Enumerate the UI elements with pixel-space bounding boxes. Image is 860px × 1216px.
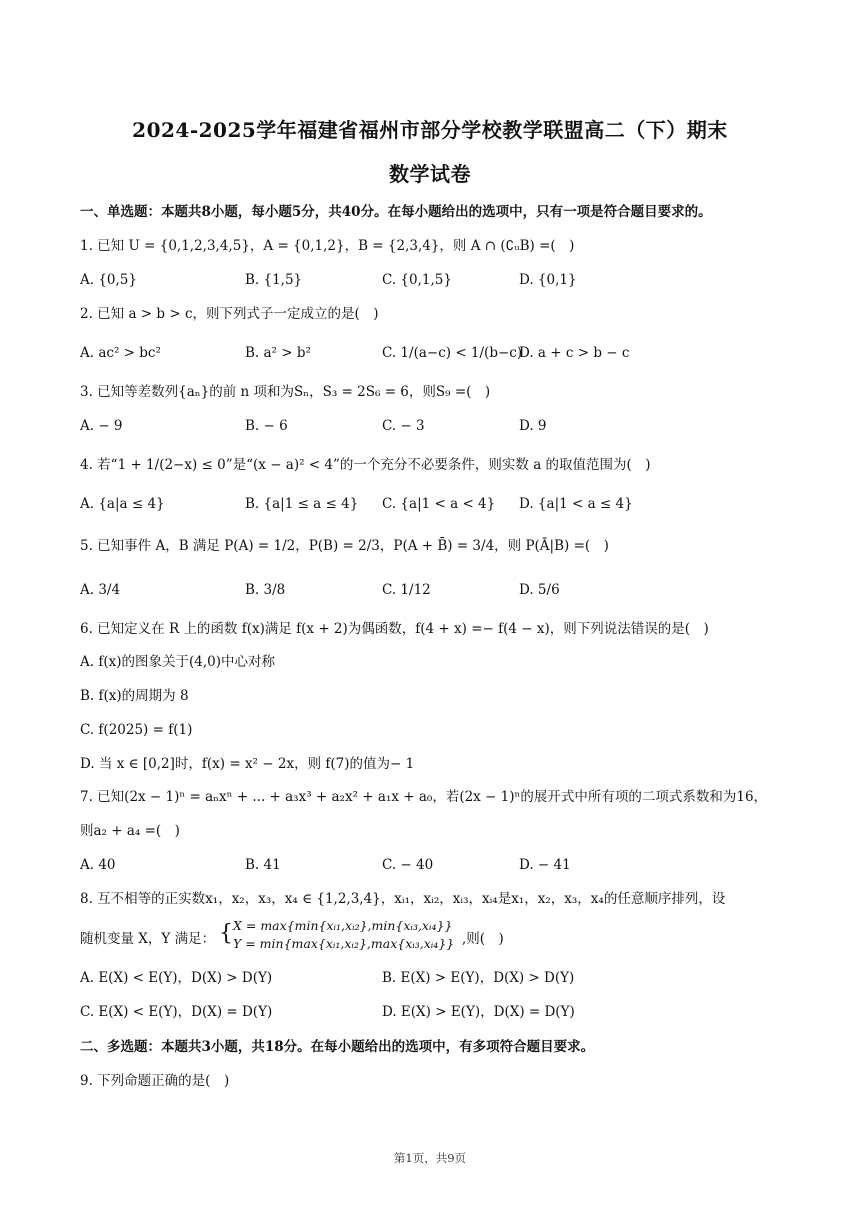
section-heading-multi: 二、多选题：本题共3小题，共18分。在每小题给出的选项中，有多项符合题目要求。 — [80, 1039, 595, 1055]
q3-option-a: A. − 9 — [80, 418, 123, 434]
question-3-stem: 3. 已知等差数列{aₙ}的前 n 项和为Sₙ，S₃ = 2S₆ = 6，则S₉ =( ) — [80, 384, 491, 400]
q7-option-c: C. − 40 — [382, 857, 434, 873]
q3-option-c: C. − 3 — [382, 418, 425, 434]
question-8-stem-cont: 随机变量 X，Y 满足： — [80, 931, 216, 947]
q8-option-c: C. E(X) < E(Y)，D(X) = D(Y) — [80, 1004, 273, 1020]
q5-option-d: D. 5/6 — [519, 582, 560, 598]
q4-option-a: A. {a|a ≤ 4} — [80, 496, 165, 512]
q8-system-brace: { — [219, 921, 233, 946]
q2-option-d: D. a + c > b − c — [519, 345, 630, 361]
q8-option-b: B. E(X) > E(Y)，D(X) > D(Y) — [382, 970, 575, 986]
q5-option-c: C. 1/12 — [382, 582, 431, 598]
page-footer: 第1页，共9页 — [393, 1151, 467, 1165]
q8-system-y: Y = min{max{xᵢ₁,xᵢ₂},max{xᵢ₃,xᵢ₄}} — [233, 936, 455, 951]
question-7-stem: 7. 已知(2x − 1)ⁿ = aₙxⁿ + ... + a₃x³ + a₂x² + a₁x + a₀，若(2x − 1)ⁿ的展开式中所有项的二项式系数和为16， — [80, 789, 768, 805]
q1-option-b: B. {1,5} — [245, 272, 303, 288]
q6-option-b: B. f(x)的周期为 8 — [80, 688, 189, 704]
q2-option-b: B. a² > b² — [245, 345, 311, 361]
question-1-stem: 1. 已知 U = {0,1,2,3,4,5}，A = {0,1,2}，B = {2,3,4}，则 A ∩ (∁ᵤB) =( ) — [80, 238, 575, 254]
q5-option-b: B. 3/8 — [245, 582, 286, 598]
q6-option-c: C. f(2025) = f(1) — [80, 722, 193, 738]
q8-system-x: X = max{min{xᵢ₁,xᵢ₂},min{xᵢ₃,xᵢ₄}} — [233, 918, 453, 933]
q4-option-d: D. {a|1 < a ≤ 4} — [519, 496, 633, 512]
question-7-stem-cont: 则a₂ + a₄ =( ) — [80, 823, 180, 839]
q1-option-a: A. {0,5} — [80, 272, 137, 288]
question-9-stem: 9. 下列命题正确的是( ) — [80, 1073, 230, 1089]
question-4-stem: 4. 若“1 + 1/(2−x) ≤ 0”是“(x − a)² < 4”的一个充分不必要条件，则实数 a 的取值范围为( ) — [80, 457, 651, 473]
q2-option-a: A. ac² > bc² — [80, 345, 161, 361]
page-title: 2024-2025学年福建省福州市部分学校教学联盟高二（下）期末 — [132, 118, 728, 142]
q8-option-a: A. E(X) < E(Y)，D(X) > D(Y) — [80, 970, 273, 986]
q5-option-a: A. 3/4 — [80, 582, 121, 598]
question-2-stem: 2. 已知 a > b > c，则下列式子一定成立的是( ) — [80, 306, 379, 322]
q3-option-b: B. − 6 — [245, 418, 288, 434]
q2-option-c: C. 1/(a−c) < 1/(b−c) — [382, 345, 523, 361]
q6-option-d: D. 当 x ∈ [0,2]时，f(x) = x² − 2x，则 f(7)的值为− 1 — [80, 756, 415, 772]
q8-option-d: D. E(X) > E(Y)，D(X) = D(Y) — [382, 1004, 575, 1020]
question-8-stem: 8. 互不相等的正实数x₁，x₂，x₃，x₄ ∈ {1,2,3,4}，xᵢ₁，xᵢ₂，xᵢ₃，xᵢ₄是x₁，x₂，x₃，x₄的任意顺序排列，设 — [80, 891, 726, 907]
q6-option-a: A. f(x)的图象关于(4,0)中心对称 — [80, 654, 275, 670]
q1-option-d: D. {0,1} — [519, 272, 577, 288]
question-5-stem: 5. 已知事件 A，B 满足 P(A) = 1/2，P(B) = 2/3，P(A + B̄) = 3/4，则 P(Ā|B) =( ) — [80, 538, 609, 554]
q1-option-c: C. {0,1,5} — [382, 272, 452, 288]
q3-option-d: D. 9 — [519, 418, 547, 434]
q4-option-c: C. {a|1 < a < 4} — [382, 496, 496, 512]
page-subtitle: 数学试卷 — [389, 162, 471, 186]
q4-option-b: B. {a|1 ≤ a ≤ 4} — [245, 496, 359, 512]
q7-option-a: A. 40 — [80, 857, 116, 873]
q7-option-b: B. 41 — [245, 857, 281, 873]
q7-option-d: D. − 41 — [519, 857, 571, 873]
question-6-stem: 6. 已知定义在 R 上的函数 f(x)满足 f(x + 2)为偶函数，f(4 + x) =− f(4 − x)，则下列说法错误的是( ) — [80, 621, 709, 637]
section-heading-single: 一、单选题：本题共8小题，每小题5分，共40分。在每小题给出的选项中，只有一项是符合题目要求的。 — [80, 204, 712, 220]
q8-stem-end: ,则( ) — [462, 931, 504, 947]
